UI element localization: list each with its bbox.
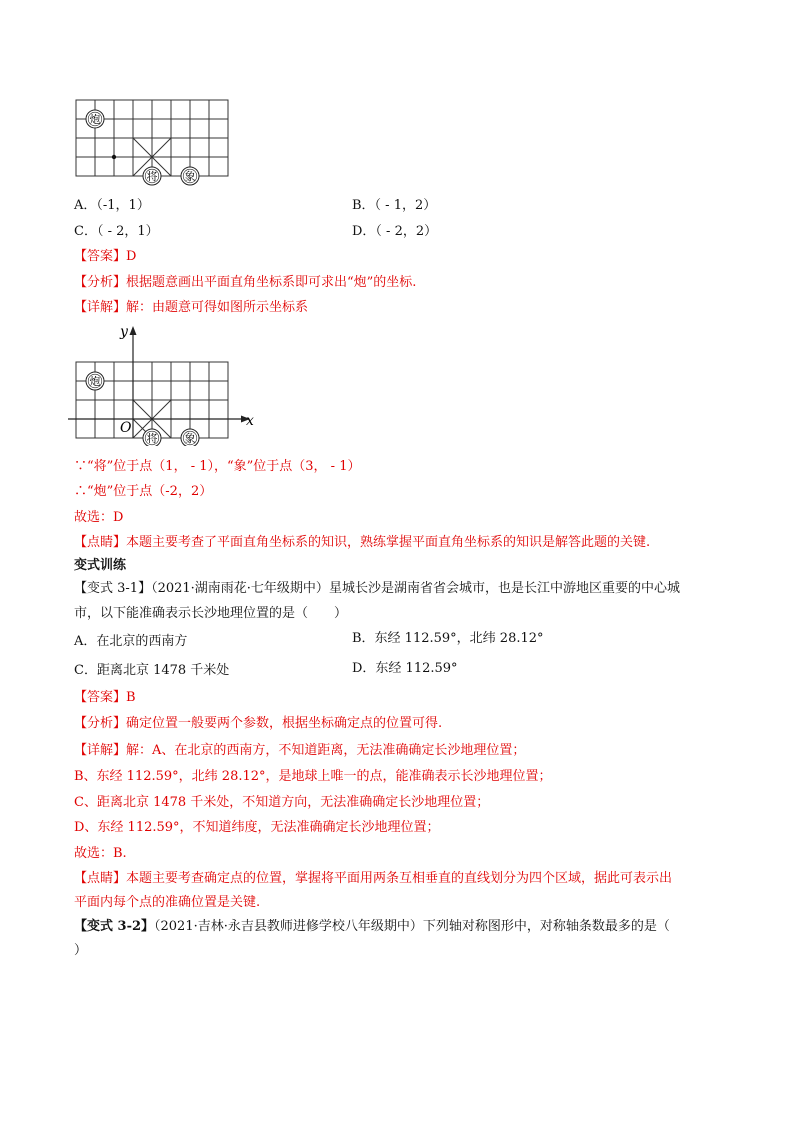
comment-line: 【点睛】本题主要考查了平面直角坐标系的知识，熟练掌握平面直角坐标系的知识是解答此题的关键. <box>74 535 651 550</box>
analysis-line: 【分析】根据题意画出平面直角坐标系即可求出“炮”的坐标. <box>74 275 417 290</box>
option-c: C．（ - 2，1） <box>74 224 159 239</box>
answer-line: 【答案】D <box>74 249 137 264</box>
q31-option-d: D．东经 112.59° <box>352 661 458 676</box>
piece-label: 炮 <box>89 375 101 388</box>
piece-label: 象 <box>184 170 196 183</box>
y-axis-label: y <box>120 324 128 340</box>
therefore-line: ∴“炮”位于点（-2，2） <box>74 484 213 499</box>
q31-stem-line-2: 市，以下能准确表示长沙地理位置的是（ ） <box>74 606 348 621</box>
detail-line: 【详解】解：由题意可得如图所示坐标系 <box>74 300 309 315</box>
q31-option-a: A．在北京的西南方 <box>74 634 188 649</box>
q31-analysis: 【分析】确定位置一般要两个参数，根据坐标确定点的位置可得. <box>74 716 443 731</box>
origin-label: O <box>120 420 132 436</box>
q31-option-b: B．东经 112.59°，北纬 28.12° <box>352 631 544 646</box>
piece-jiang <box>143 167 161 185</box>
piece-label: 象 <box>184 432 196 445</box>
option-b: B．（ - 1，2） <box>352 198 437 213</box>
piece-xiang <box>181 167 199 185</box>
q31-comment-line-1: 【点睛】本题主要考查确定点的位置，掌握将平面用两条互相垂直的直线划分为四个区域，据此可表示出 <box>74 871 673 886</box>
piece-label: 将 <box>146 170 158 183</box>
q32-stem-line-1: 【变式 3-2】（2021·吉林·永吉县教师进修学校八年级期中）下列轴对称图形中，对称轴条数最多的是（ <box>74 919 670 934</box>
piece-pao <box>86 372 104 390</box>
q31-detail-d: D、东经 112.59°，不知道纬度，无法准确确定长沙地理位置； <box>74 820 440 835</box>
section-title: 变式训练 <box>74 558 127 573</box>
q31-detail: 【详解】解：A、在北京的西南方，不知道距离，无法准确确定长沙地理位置； <box>74 743 526 758</box>
q32-stem-line-2: ） <box>74 943 88 958</box>
x-axis-label: x <box>246 413 254 429</box>
chessboard-coordinate-figure <box>66 322 266 446</box>
piece-label: 炮 <box>89 113 101 126</box>
q31-comment-line-2: 平面内每个点的准确位置是关键. <box>74 895 261 910</box>
y-axis-arrow-icon <box>130 326 137 335</box>
q31-detail-b: B、东经 112.59°，北纬 28.12°，是地球上唯一的点，能准确表示长沙地理位置； <box>74 769 552 784</box>
piece-xiang <box>181 429 199 446</box>
piece-jiang <box>143 429 161 446</box>
option-d: D．（ - 2，2） <box>352 224 438 239</box>
q31-answer: 【答案】B <box>74 690 136 705</box>
because-line: ∵“将”位于点（1， - 1），“象”位于点（3， - 1） <box>74 459 361 474</box>
choose-line: 故选：D <box>74 510 124 525</box>
q31-stem-line-1: 【变式 3-1】（2021·湖南雨花·七年级期中）星城长沙是湖南省省会城市，也是长江中游地区重要的中心城 <box>74 581 680 596</box>
q31-choose: 故选：B. <box>74 846 127 861</box>
piece-label: 将 <box>146 432 158 445</box>
piece-pao <box>86 110 104 128</box>
chessboard-figure-1 <box>70 96 240 188</box>
option-a: A．（-1，1） <box>74 198 150 213</box>
q31-detail-c: C、距离北京 1478 千米处，不知道方向，无法准确确定长沙地理位置； <box>74 795 490 810</box>
q31-option-c: C．距离北京 1478 千米处 <box>74 663 230 678</box>
